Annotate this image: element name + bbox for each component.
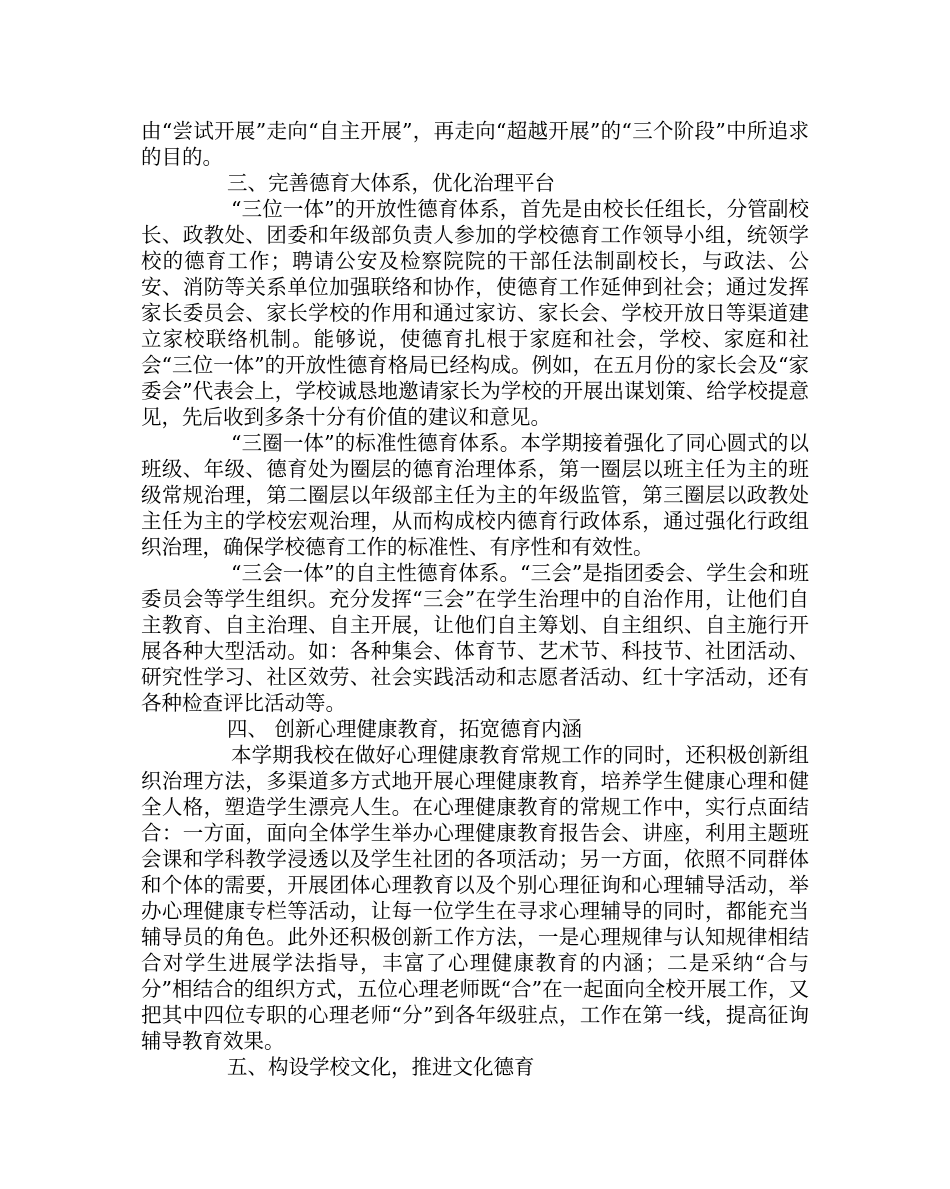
document-body [141,118,809,1080]
section-heading-4: 四、 创新心理健康教育，拓宽德育内涵 [227,717,583,741]
section-heading-3: 三、完善德育大体系，优化治理平台 [227,171,555,195]
paragraph-three-circles: “三圈一体”的标准性德育体系。本学期接着强化了同心圆式的以班级、年级、德育处为圈层的德育治理体系，第一圈层以班主任为主的班级常规治理，第二圈层以年级部主任为主的年级监管，第三圈层以政教处主任为主的学校宏观治理，从而构成校内德育行政体系，通过强化行政组织治理，确保学校德育工作的标准性、有序性和有效性。 [141,431,809,559]
paragraph-continuation: 由“尝试开展”走向“自主开展”，再走向“超越开展”的“三个阶段”中所追求的目的。 [141,119,809,169]
section-heading-5: 五、构设学校文化，推进文化德育 [227,1055,535,1079]
paragraph-three-in-one: “三位一体”的开放性德育体系，首先是由校长任组长，分管副校长、政教处、团委和年级部负责人参加的学校德育工作领导小组，统领学校的德育工作；聘请公安及检察院院的干部任法制副校长，与政法、公安、消防等关系单位加强联络和协作，使德育工作延伸到社会；通过发挥家长委员会、家长学校的作用和通过家访、家长会、学校开放日等渠道建立家校联络机制。能够说，使德育扎根于家庭和社会，学校、家庭和社会“三位一体”的开放性德育格局已经构成。例如，在五月份的家长会及“家委会”代表会上，学校诚恳地邀请家长为学校的开展出谋划策、给学校提意见，先后收到多条十分有价值的建议和意见。 [141,197,809,429]
paragraph-mental-health: 本学期我校在做好心理健康教育常规工作的同时，还积极创新组织治理方法，多渠道多方式地开展心理健康教育，培养学生健康心理和健全人格，塑造学生漂亮人生。在心理健康教育的常规工作中，实行点面结合：一方面，面向全体学生举办心理健康教育报告会、讲座，利用主题班会课和学科教学浸透以及学生社团的各项活动；另一方面，依照不同群体和个体的需要，开展团体心理教育以及个别心理征询和心理辅导活动，举办心理健康专栏等活动，让每一位学生在寻求心理辅导的同时，都能充当辅导员的角色。此外还积极创新工作方法，一是心理规律与认知规律相结合对学生进展学法指导，丰富了心理健康教育的内涵；二是采纳“合与分”相结合的组织方式，五位心理老师既“合”在一起面向全校开展工作，又把其中四位专职的心理老师“分”到各年级驻点，工作在第一线，提高征询辅导教育效果。 [141,743,809,1053]
paragraph-three-councils: “三会一体”的自主性德育体系。“三会”是指团委会、学生会和班委员会等学生组织。充分发挥“三会”在学生治理中的自治作用，让他们自主教育、自主治理、自主开展，让他们自主筹划、自主组织、自主施行开展各种大型活动。如：各种集会、体育节、艺术节、科技节、社团活动、研究性学习、社区效劳、社会实践活动和志愿者活动、红十字活动，还有各种检查评比活动等。 [141,561,809,715]
